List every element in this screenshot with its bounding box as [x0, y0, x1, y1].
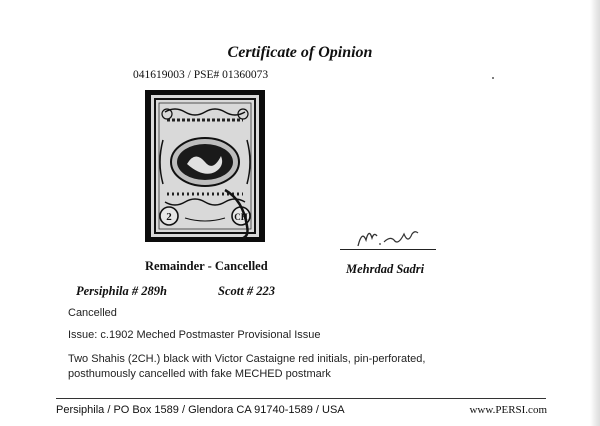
signature-line: [340, 249, 436, 250]
footer-divider: [56, 398, 546, 399]
stamp-value-left: 2: [166, 211, 172, 223]
stamp-icon: [145, 90, 265, 242]
description-line-2: posthumously cancelled with fake MECHED postmark: [68, 368, 331, 380]
description-text: [68, 352, 588, 382]
issue-text: Issue: c.1902 Meched Postmaster Provisional Issue: [68, 329, 321, 341]
status-text: Cancelled: [68, 307, 117, 319]
page-edge-shadow: [590, 0, 600, 426]
persiphila-catalog-number: Persiphila # 289h: [76, 284, 167, 298]
expert-name: Mehrdad Sadri: [346, 262, 425, 276]
certificate-title: Certificate of Opinion: [227, 44, 373, 61]
footer-website-link[interactable]: www.PERSI.com: [469, 404, 547, 416]
scott-catalog-number: Scott # 223: [218, 284, 275, 298]
expert-signature: [340, 222, 430, 252]
remainder-label: Remainder - Cancelled: [145, 259, 268, 273]
description-line-1: Two Shahis (2CH.) black with Victor Castaigne red initials, pin-perforated,: [68, 353, 426, 365]
signature-icon: [340, 222, 430, 252]
scan-speck: [492, 77, 494, 79]
stamp-image: [145, 90, 265, 242]
stamp-value-right: CH: [234, 212, 248, 222]
footer-address: Persiphila / PO Box 1589 / Glendora CA 91740-1589 / USA: [56, 404, 345, 416]
certificate-id: 041619003 / PSE# 01360073: [133, 69, 269, 81]
